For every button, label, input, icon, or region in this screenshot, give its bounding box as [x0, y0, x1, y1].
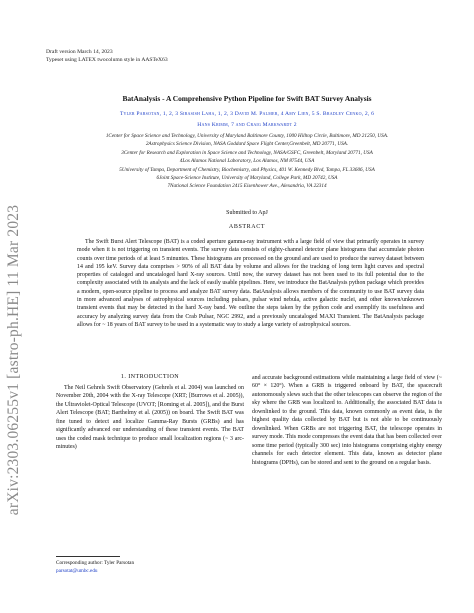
author-email-link[interactable]: parsotat@umbc.edu	[56, 567, 98, 574]
footnote	[56, 556, 244, 575]
right-column	[252, 374, 442, 467]
abstract-heading: ABSTRACT	[228, 224, 266, 230]
affiliation: 7National Science Foundation 2415 Eisenhower Ave., Alexandria, VA 22314	[167, 183, 327, 190]
arxiv-stamp	[2, 150, 26, 570]
footnote-rule	[56, 556, 120, 557]
affiliation: 4Los Alamos National Laboratory, Los Alamos, NM 87544, USA	[179, 158, 315, 165]
authors-line-1[interactable]: Tyler Parsotan, 1, 2, 3 Sibasish Laha, 1, 2, 3 David M. Palmer, 4 Amy Lien, 5 S. Bradley Cenko, 2, 6	[119, 111, 375, 117]
corresponding-author: Corresponding author: Tyler Parsotan	[56, 560, 135, 566]
left-column	[56, 374, 244, 452]
paper-title: BatAnalysis - A Comprehensive Python Pipeline for Swift BAT Survey Analysis	[122, 94, 372, 103]
intro-paragraph-right: and accurate background estimations while maintaining a large field of view (~ 60° × 120°). When a GRB is triggered onboard by BAT, the spacecraft autonomously slews such that the other telescopes can observe the region of the sky where the GRB was localized to. Additionally, the associated BAT data is downlinked to the ground. This data, known commonly as event data, is the highest quality data collected by BAT but is not able to be continuously downlinked. When GRBs are not triggering BAT, the telescope operates in survey mode. This mode compresses the event data that has been collected over some time period (typically 300 sec) into histograms comprising eighty energy channels for each detector element. This data, known as detector plane histograms (DPHs), can be stored and sent to the ground on a regular basis.	[252, 375, 442, 466]
arxiv-id: arXiv:2303.06255v1 [astro-ph.HE] 11 Mar 2023	[5, 204, 22, 516]
affiliations	[40, 132, 454, 191]
author-list[interactable]	[40, 109, 454, 131]
intro-paragraph-left: The Neil Gehrels Swift Observatory (Gehrels et al. 2004) was launched on November 20th, 2004 with the X-ray Telescope (XRT; [Burrows et al. 2005)), the Ultraviolet-Optical Telescope (UVOT; [Roming et al. 2005]), and the Burst Alert Telescope (BAT; Barthelmy et al. (2005)) on board. The Swift BAT was fine tuned to detect and localize Gamma-Ray Bursts (GRBs) and has significantly advanced our understanding of these transient events. The BAT uses the coded mask technique to produce small localization regions (~ 3 arc-minutes)	[56, 385, 244, 451]
section-heading: 1. INTRODUCTION	[120, 374, 180, 380]
affiliation: 2Astrophysics Science Division, NASA Goddard Space Flight Center,Greenbelt, MD 20771, USA.	[145, 141, 349, 148]
abstract-text: The Swift Burst Alert Telescope (BAT) is a coded aperture gamma-ray instrument with a large field of view that primarily operates in survey mode when it is not triggering on transient events. The survey data consists of eighty-channel detector plane histograms that accumulate photon counts over time periods of at least 5 minuntes. These histograms are processed on the ground and are used to produce the survey dataset between 14 and 195 keV. Survey data comprises > 90% of all BAT data by volume and allows for the tracking of long term light curves and spectral properties of cataloged and uncataloged hard X-ray sources. Until now, the survey dataset has not been used to its full potential due to the complexity associated with its analysis and the lack of easily usable pipelines. Here, we introduce the BatAnalysis python package which provides a modern, open-source pipeline to process and analyze BAT survey data. BatAnalysis allows members of the community to use BAT survey data in more advanced analyses of astrophysical sources including pulsars, pulsar wind nebula, active galactic nuclei, and other known/unknown transient events that may be detected in the hard X-ray band. We outline the steps taken by the python code and exemplify its usefulness and accuracy by analyzing survey data from the Crab Pulsar, NGC 2992, and a previously uncataloged MAXI Transient. The BatAnalysis package allows for ~ 18 years of BAT survey to be used in a systematic way to study a large variety of astrophysical sources.	[77, 239, 424, 328]
draft-header	[46, 48, 168, 64]
typeset-line: Typeset using LATEX twocolumn style in AASTeX63	[46, 57, 168, 63]
submitted-note: Submitted to ApJ	[226, 210, 268, 216]
affiliation: 5University of Tampa, Department of Chemistry, Biochemistry, and Physics, 401 W. Kennedy Blvd, Tampa, FL 33606, USA	[119, 166, 375, 173]
authors-line-2[interactable]: Hans Krimm, 7 and Craig Markwardt 2	[197, 122, 297, 128]
affiliation: 1Center for Space Science and Technology, University of Maryland Baltimore County, 1000 Hilltop Circle, Baltimore, MD 21250, USA.	[105, 133, 389, 139]
affiliation: 6Joint Space-Science Institute, University of Maryland, College Park, MD 20742, USA	[156, 175, 338, 182]
affiliation: 3Center for Research and Exploration in Space Science and Technology, NASA/GSFC, Greenbelt, Maryland 20771, USA	[121, 149, 373, 156]
draft-line: Draft version March 14, 2023	[46, 49, 113, 55]
